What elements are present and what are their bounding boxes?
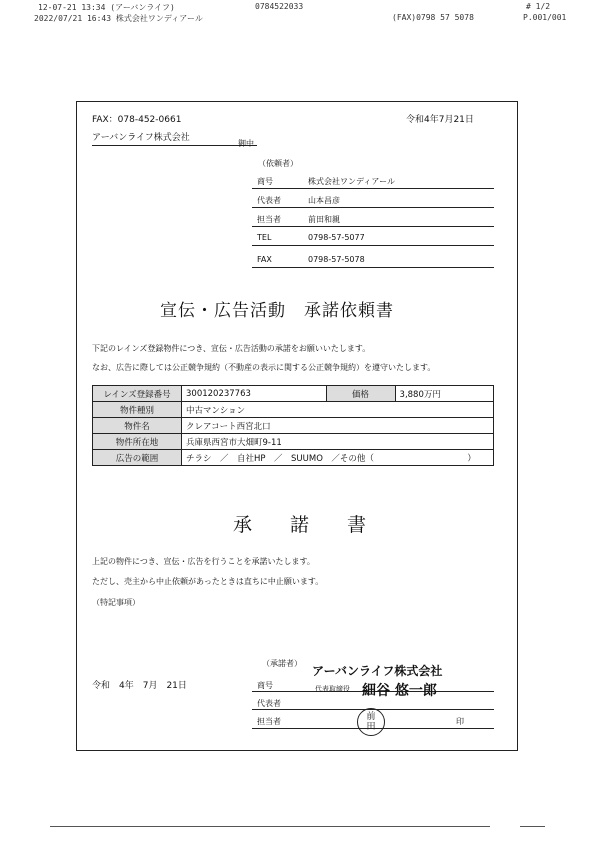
property-address-label: 物件所在地	[93, 434, 182, 450]
requester-value-representative: 山本昌彦	[308, 196, 340, 205]
special-notes-label: （特記事項）	[92, 598, 140, 607]
staff-stamp-suffix: 印	[456, 717, 464, 726]
requester-heading: （依頼者）	[258, 159, 298, 168]
grantor-heading: （承諾者）	[262, 659, 302, 668]
requester-value-staff: 前田和親	[308, 215, 340, 224]
seal-char-1: 前	[366, 712, 376, 722]
table-row	[93, 450, 494, 466]
addressee-underline	[92, 145, 257, 146]
requester-value-company: 株式会社ワンディアール	[308, 177, 395, 186]
table-row	[93, 418, 494, 434]
table-row	[93, 434, 494, 450]
price-value: 3,880万円	[395, 386, 493, 402]
property-table	[92, 385, 494, 466]
addressee-honorific: 御中	[238, 139, 254, 148]
grantor-staff-label: 担当者	[257, 717, 281, 726]
request-text-2: なお、広告に際しては公正競争規約（不動産の表示に関する公正競争規約）を遵守いたします。	[92, 363, 436, 372]
staff-seal-stamp	[357, 708, 385, 736]
grantor-rep-label: 代表者	[257, 699, 281, 708]
property-address-value: 兵庫県西宮市大畑町9-11	[182, 434, 494, 450]
bottom-divider	[50, 826, 490, 827]
bottom-divider	[520, 826, 545, 827]
fax-number: FAX：078-452-0661	[92, 115, 182, 125]
requester-label-staff: 担当者	[257, 215, 281, 224]
price-label: 価格	[326, 386, 395, 402]
addressee-company: アーバンライフ株式会社	[92, 133, 190, 143]
table-row	[93, 402, 494, 418]
property-type-label: 物件種別	[93, 402, 182, 418]
requester-label-tel: TEL	[257, 233, 272, 242]
document-date: 令和4年7月21日	[406, 115, 474, 125]
property-type-value: 中古マンション	[182, 402, 494, 418]
reins-number-label: レインズ登録番号	[93, 386, 182, 402]
grantor-underline	[252, 728, 494, 729]
fax-header-line2-mid: (FAX)0798 57 5078	[392, 13, 474, 22]
reins-number-value: 300120237763	[182, 386, 327, 402]
consent-title: 承 諾 書	[233, 514, 367, 536]
document-title: 宣伝・広告活動 承諾依頼書	[160, 301, 394, 321]
requester-label-representative: 代表者	[257, 196, 281, 205]
fax-header-line2-left: 2022/07/21 16:43 株式会社ワンディアール	[34, 14, 203, 23]
requester-underline	[252, 226, 494, 227]
requester-underline	[252, 245, 494, 246]
grantor-company-label: 商号	[257, 681, 273, 690]
requester-label-company: 商号	[257, 177, 273, 186]
table-row	[93, 386, 494, 402]
requester-underline	[252, 188, 494, 189]
seal-char-2: 田	[366, 722, 376, 732]
requester-value-tel: 0798-57-5077	[308, 233, 365, 242]
grantor-rep-title: 代表取締役	[315, 685, 350, 693]
requester-value-fax: 0798-57-5078	[308, 255, 365, 264]
fax-header-line1-left: 12-07-21 13:34 (アーバンライフ)	[38, 3, 175, 12]
requester-label-fax: FAX	[257, 255, 272, 264]
ad-scope-label: 広告の範囲	[93, 450, 182, 466]
fax-header-line1-right: # 1/2	[526, 2, 551, 11]
grantor-company: アーバンライフ株式会社	[312, 664, 443, 678]
ad-scope-value: チラシ ／ 自社HP ／ SUUMO ／その他（ ）	[182, 450, 494, 466]
request-text-1: 下記のレインズ登録物件につき、宣伝・広告活動の承諾をお願いいたします。	[92, 344, 371, 353]
fax-header-line2-right: P.001/001	[523, 13, 567, 22]
property-name-label: 物件名	[93, 418, 182, 434]
property-name-value: クレアコート西宮北口	[182, 418, 494, 434]
requester-underline	[252, 207, 494, 208]
consent-text-2: ただし、売主から中止依頼があったときは直ちに中止願います。	[92, 577, 324, 586]
consent-text-1: 上記の物件につき、宣伝・広告を行うことを承諾いたします。	[92, 557, 315, 566]
fax-header-line1-mid: 0784522033	[255, 2, 304, 11]
consent-date: 令和 4年 7月 21日	[92, 681, 187, 691]
requester-underline	[252, 267, 494, 268]
grantor-rep-name: 細谷 悠一郎	[362, 683, 437, 699]
